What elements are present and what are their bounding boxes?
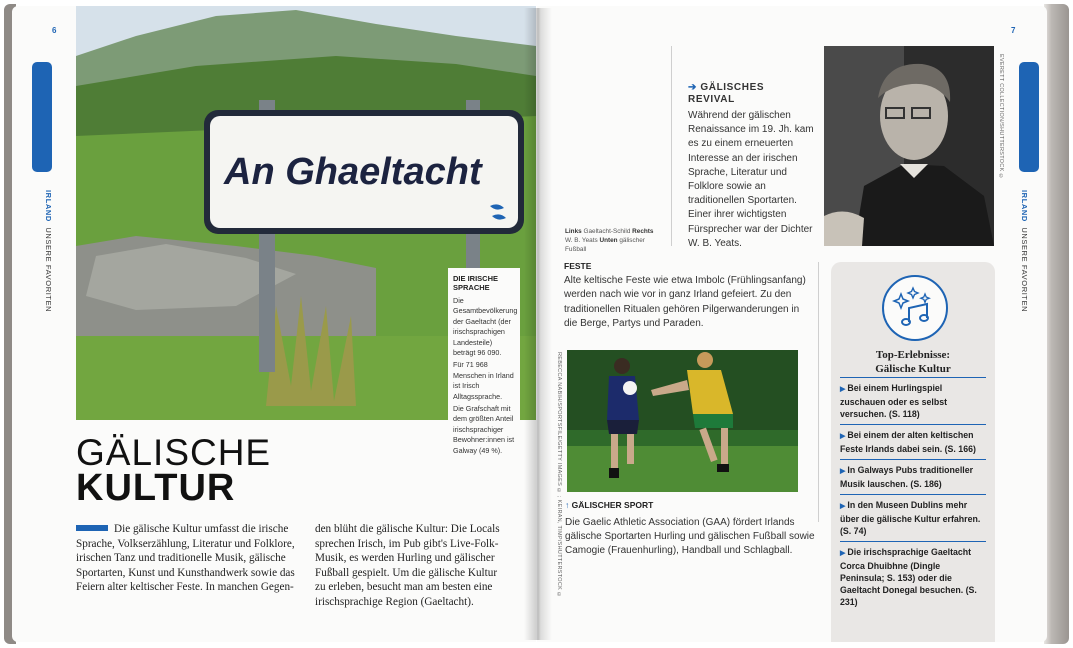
right-page — [537, 6, 1047, 642]
section-label-left: IRLAND UNSERE FAVORITEN — [44, 190, 53, 313]
body-column-1: Die gälische Kultur umfasst die irische Sprache, Volkserzählung, Literatur und Folklore, irischen Tanz und traditionelle Musik, gälische Sportarten, Kunst und Kunsthandwerk sowie das Feiern alter keltischer Feste. In manchen Gegen- — [76, 523, 295, 594]
music-notes-icon — [881, 274, 949, 342]
page-number-left: 6 — [52, 26, 57, 35]
chapter-tab-right — [1019, 62, 1039, 172]
sidebar-title: DIE IRISCHE SPRACHE — [453, 274, 499, 292]
revival-section — [688, 82, 818, 251]
sport-text: Die Gaelic Athletic Association (GAA) fördert Irlands gälische Sportarten Hurling und gälischen Fußball sowie Camogie (Frauenhurling), Handball und Schlagball. — [565, 517, 815, 557]
feste-text: Alte keltische Feste wie etwa Imbolc (Frühlingsanfang) werden nach wie vor in ganz Irland gefeiert. Zu den traditionellen Ritualen gehören Pilgerwanderungen in die Berge, Partys und Paraden. — [564, 275, 806, 330]
page-number-right: 7 — [1011, 26, 1016, 35]
irish-language-sidebar — [448, 268, 520, 518]
list-item: ▶ In Galways Pubs traditioneller Musik lauschen. (S. 186) — [840, 459, 986, 494]
triangle-bullet-icon: ▶ — [840, 550, 846, 557]
book-gutter-shadow — [524, 8, 552, 640]
body-column-2: den blüht die gälische Kultur: Die Locals sprechen Irisch, im Pub gibt's Live-Folk-Musik, es werden Hurling und gälischer Fußball gespielt. Um die gälische Kultur zu erleben, besucht man am besten eine irischsprachige Region (Gaeltacht). — [315, 523, 500, 608]
list-item: ▶ In den Museen Dublins mehr über die gälische Kultur erfahren. (S. 74) — [840, 494, 986, 541]
triangle-bullet-icon: ▶ — [840, 386, 846, 393]
triangle-bullet-icon: ▶ — [840, 468, 846, 475]
top-experiences-title: Top-Erlebnisse: Gälische Kultur — [875, 349, 951, 375]
feste-title: FESTE — [564, 261, 592, 271]
triangle-bullet-icon: ▶ — [840, 503, 846, 510]
section-label-right: IRLAND UNSERE FAVORITEN — [1020, 190, 1029, 313]
chapter-tab-left — [32, 62, 52, 172]
photo-caption: Links Gaeltacht-Schild Rechts W. B. Yeats Unten gälischer Fußball — [565, 228, 654, 253]
page-headline — [76, 434, 271, 507]
list-item: ▶ Bei einem der alten keltischen Feste Irlands dabei sein. (S. 166) — [840, 424, 986, 459]
yeats-portrait-photo — [824, 46, 994, 246]
revival-title: ➔ GÄLISCHES REVIVAL — [688, 82, 765, 105]
triangle-bullet-icon: ▶ — [840, 433, 846, 440]
arrow-up-icon: ↑ — [565, 500, 570, 510]
list-item: ▶ Bei einem Hurlingspiel zuschauen oder es selbst versuchen. (S. 118) — [840, 377, 986, 424]
headline-line-2: KULTUR — [76, 467, 236, 509]
top-experiences-list — [840, 377, 986, 612]
sport-title: ↑ GÄLISCHER SPORT — [565, 500, 654, 510]
gaelic-football-photo — [567, 350, 798, 492]
photo-credit-sport: REBECCA NABIH/SPORTSFILE/GETTY IMAGES © ; KEIRAN, TIMP/SHUTTERSTOCK © — [556, 352, 562, 599]
sidebar-paragraph: Die Gesamtbevölkerung der Gaeltacht (der irischsprachigen Landesteile) beträgt 96 090. — [453, 296, 518, 358]
revival-text: Während der gälischen Renaissance im 19. Jh. kam es zu einem erneuerten Interesse an der irischen Sprache, Literatur und Folklore sowie an traditionellen Sportarten. Einer ihrer wichtigsten Fürsprecher war der Dichter W. B. Yeats. — [688, 110, 814, 249]
sidebar-paragraph: Die Grafschaft mit dem größten Anteil irischsprachiger Bewohner:innen ist Galway (49 %). — [453, 404, 515, 455]
photo-credit-yeats: EVERETT COLLECTION/SHUTTERSTOCK © — [998, 54, 1004, 180]
intro-bar — [76, 525, 108, 531]
list-item: ▶ Die irischsprachige Gaeltacht Corca Dhuibhne (Dingle Peninsula; S. 153) oder die Gaeltacht Donegal besuchen. (S. 231) — [840, 541, 986, 612]
top-experiences-box — [831, 262, 995, 642]
sidebar-paragraph: Für 71 968 Menschen in Irland ist Irisch Alltagssprache. — [453, 360, 514, 401]
headline-line-1: GÄLISCHE — [76, 432, 272, 473]
left-page — [12, 6, 536, 642]
column-divider — [818, 262, 819, 522]
column-divider — [671, 46, 672, 246]
book-cover-edge-right — [1044, 4, 1069, 644]
arrow-right-icon: ➔ — [688, 82, 697, 93]
sign-text: An Ghaeltacht — [224, 151, 482, 193]
